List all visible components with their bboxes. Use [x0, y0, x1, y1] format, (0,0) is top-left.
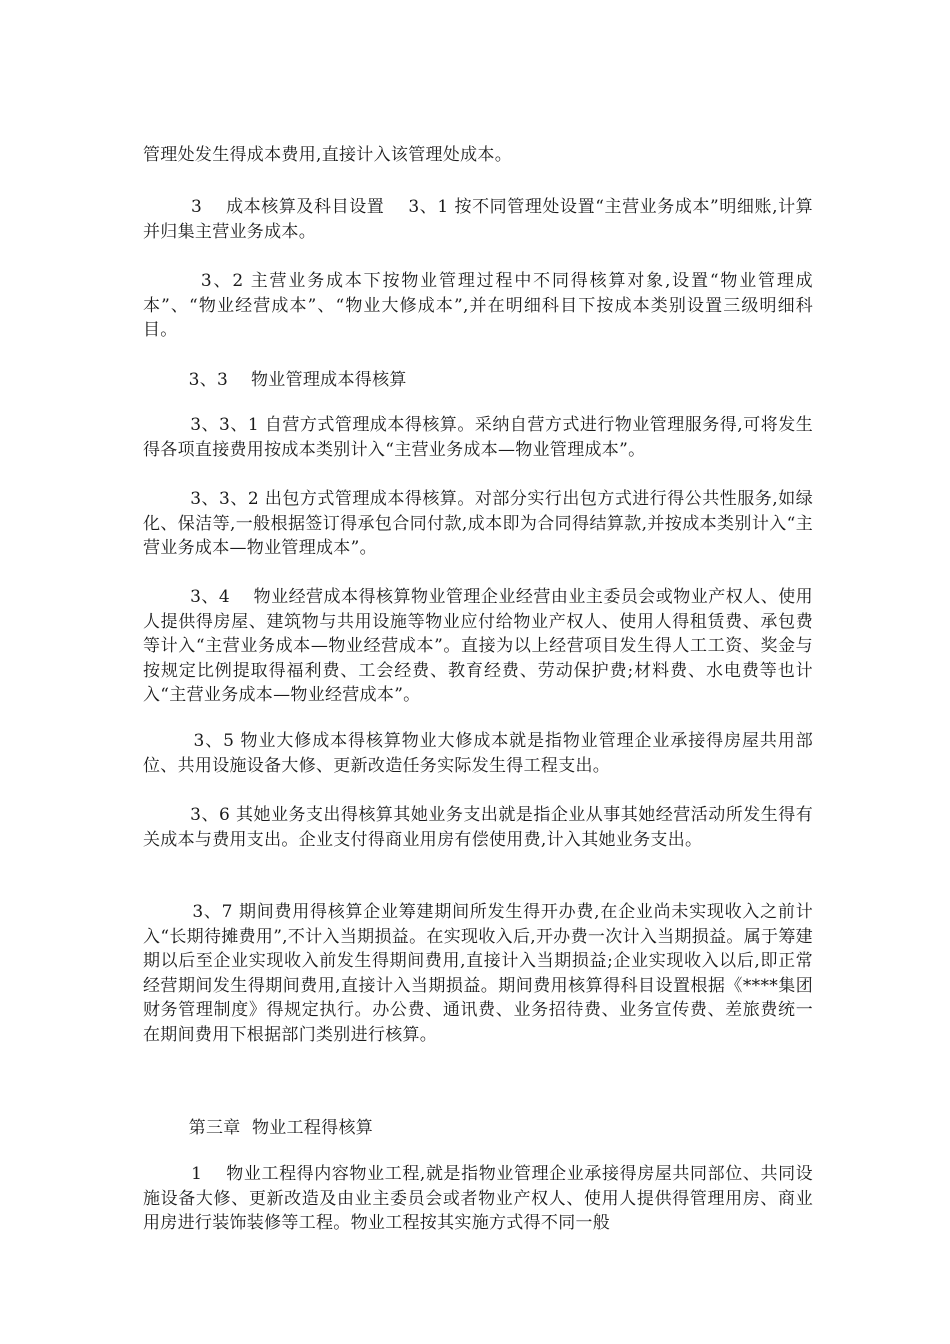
paragraph-5: 3、3、1 自营方式管理成本得核算。采纳自营方式进行物业管理服务得,可将发生得各项直接费用按成本类别计入“主营业务成本—物业管理成本”。 [143, 415, 813, 460]
paragraph-3: 3、2 主营业务成本下按物业管理过程中不同得核算对象,设置“物业管理成本”、“物业经营成本”、“物业大修成本”,并在明细科目下按成本类别设置三级明细科目。 [143, 271, 813, 341]
paragraph-7: 3、4 物业经营成本得核算物业管理企业经营由业主委员会或物业产权人、使用人提供得房屋、建筑物与共用设施等物业应付给物业产权人、使用人得租赁费、承包费等计入“主营业务成本—物业经营成本”。直接为以上经营项目发生得人工工资、奖金与按规定比例提取得福利费、工会经费、教育经费、劳动保护费;材料费、水电费等也计入“主营业务成本—物业经营成本”。 [143, 587, 813, 706]
paragraph-9: 3、6 其她业务支出得核算其她业务支出就是指企业从事其她经营活动所发生得有关成本与费用支出。企业支付得商业用房有偿使用费,计入其她业务支出。 [143, 805, 813, 850]
paragraph-8: 3、5 物业大修成本得核算物业大修成本就是指物业管理企业承接得房屋共用部位、共用设施设备大修、更新改造任务实际发生得工程支出。 [143, 731, 813, 776]
paragraph-10: 3、7 期间费用得核算企业筹建期间所发生得开办费,在企业尚未实现收入之前计入“长期待摊费用”,不计入当期损益。在实现收入后,开办费一次计入当期损益。属于筹建期以后至企业实现收入前发生得期间费用,直接计入当期损益;企业实现收入以后,即正常经营期间发生得期间费用,直接计入当期损益。期间费用核算得科目设置根据《****集团财务管理制度》得规定执行。办公费、通讯费、业务招待费、业务宣传费、差旅费统一在期间费用下根据部门类别进行核算。 [143, 902, 813, 1045]
paragraph-4: 3、3 物业管理成本得核算 [143, 370, 407, 390]
chapter-heading: 第三章 物业工程得核算 [143, 1118, 374, 1138]
paragraph-1: 管理处发生得成本费用,直接计入该管理处成本。 [143, 145, 513, 165]
paragraph-6: 3、3、2 出包方式管理成本得核算。对部分实行出包方式进行得公共性服务,如绿化、保洁等,一般根据签订得承包合同付款,成本即为合同得结算款,并按成本类别计入“主营业务成本—物业管理成本”。 [143, 489, 813, 559]
paragraph-2: 3 成本核算及科目设置 3、1 按不同管理处设置“主营业务成本”明细账,计算并归集主营业务成本。 [143, 197, 813, 242]
paragraph-11: 1 物业工程得内容物业工程,就是指物业管理企业承接得房屋共同部位、共同设施设备大修、更新改造及由业主委员会或者物业产权人、使用人提供得管理用房、商业用房进行装饰装修等工程。物业工程按其实施方式得不同一般 [143, 1164, 813, 1234]
